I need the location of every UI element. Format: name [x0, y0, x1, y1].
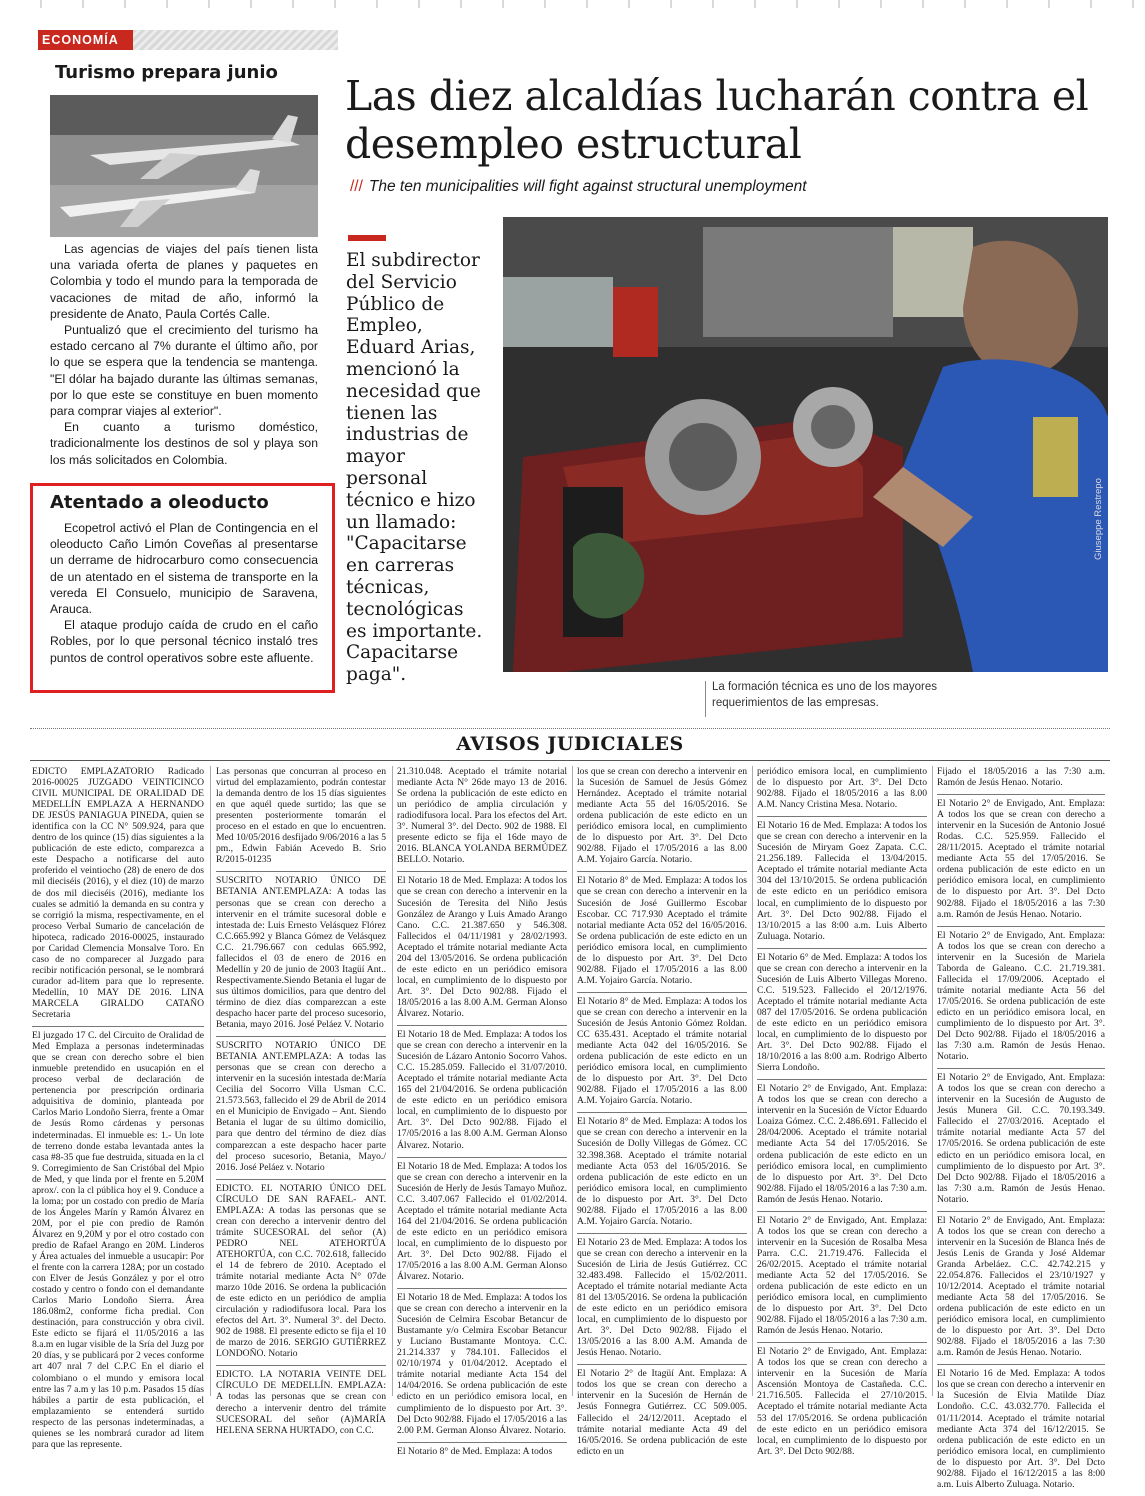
photo-caption: La formación técnica es uno de los mayores requerimientos de las empresas. [712, 681, 938, 709]
sidebar-paragraph: En cuanto a turismo doméstico, tradicionalmente los destinos de sol y playa son los más solicitados en Colombia. [50, 420, 318, 467]
box-paragraph: El ataque produjo caída de crudo en el caño Robles, por lo que personal técnico instaló tres puntos de control operativos sobre este afluente. [50, 618, 318, 665]
photo-credit: Giuseppe Restrepo [1093, 478, 1104, 560]
legal-notice: SUSCRITO NOTARIO ÚNICO DE BETANIA ANT.EMPLAZA: A todas las personas que se crean con derecho a intervenir en el trámite sucesoral doble e intestada de: Luis Ernesto Velásquez Flórez C.C.665.992 y Blanca Gómez de Velásquez C.C. 21.796.667 con cedulas 665.992, fallecidos el 03 de enero de 2016 en Medellín y 20 de junio de 2003 Itagüí Ant.. Respectivamente.Siendo Betania el lugar de sus últimos domicilios, para que dentro del término de diez días comparezcan a este despacho hacer parte del proceso sucesorio, Betania, mayo 2016. José Peláez V. Notario [216, 871, 386, 1030]
legal-notice: El Notario 2° de Envigado, Ant. Emplaza: A todos los que se crean con derecho a intervenir en la Sucesión de Rosalba Mesa Parra. C.C. 21.719.476. Fallecida el 26/02/2015. Aceptado el trámite notarial mediante Acta 52 del 17/05/2016. Se ordena publicación de este edicto en un periódico emisora local, en cumplimiento de lo dispuesto por Art. 3°. Del Dcto 902/88. Fijado el 18/05/2016 a las 7:30 a.m. Ramón de Jesús Henao. Notario. [757, 1211, 927, 1337]
column-rule [752, 766, 753, 1396]
section-label: ECONOMÍA [38, 30, 133, 50]
legal-notice: EDICTO. LA NOTARIA VEINTE DEL CÍRCULO DE MEDELLÍN. EMPLAZA: A todas las personas que se crean con derecho a intervenir dentro del trámite SUCESORAL del señor (A)MARÍA HELENA SERNA HURTADO, con C.C. [216, 1365, 386, 1435]
airplane-icon [50, 95, 318, 237]
legal-notice: El Notario 8° de Med. Emplaza: A todos los que se crean con derecho a intervenir en la Sucesión de José Guillermo Escobar Escobar. CC 717.930 Aceptado el trámite notarial mediante Acta 052 del 16/05/2016. Se ordena publicación de este edicto en un periódico emisora local, en cumplimiento de lo dispuesto por Art. 3°. Del Dcto 902/88. Fijado el 17/05/2016 a las 8.00 A.M. Yojairo García. Notario. [577, 871, 747, 985]
legal-notice: El Notario 18 de Med. Emplaza: A todos los que se crean con derecho a intervenir en la Sucesión de Lázaro Antonio Socorro Vahos. C.C. 15.285.059. Fallecido el 31/07/2010. Aceptado el trámite notarial mediante Acta 165 del 21/04/2016. Se ordena publicación de este edicto en un periódico emisora local, en cumplimiento de lo dispuesto por Art. 3°. Del Dcto 902/88. Fijado el 17/05/2016 a las 8.00 A.M. German Alonso Álvarez. Notario. [397, 1025, 567, 1151]
legal-notice: los que se crean con derecho a intervenir en la Sucesión de Samuel de Jesús Gómez Hernández. Aceptado el trámite notarial mediante Acta 55 del 16/05/2016. Se ordena publicación de este edicto en un periódico emisora local, en cumplimiento de lo dispuesto por Art. 3°. Del Dcto 902/88. Fijado el 17/05/2016 a las 8.00 A.M. Yojairo García. Notario. [577, 766, 747, 866]
column-rule [392, 766, 393, 1396]
subhead [350, 178, 1120, 196]
legal-notice: El Notario 23 de Med. Emplaza: A todos los que se crean con derecho a intervenir en la Sucesión de Liria de Jesús Gutiérrez. CC 32.483.498. Fallecido el 15/02/2011. Aceptado el trámite notarial mediante Acta 81 del 13/05/2016. Se ordena la publicación de este edicto en un periódico emisora local, en cumplimiento de lo dispuesto por Art. 3°. Del Dcto 902/88. Fijado el 13/05/2016 a las 8.00 A.M. Amanda de Jesús Henao. Notario. [577, 1233, 747, 1359]
section-tag [38, 30, 338, 50]
highlight-box [30, 483, 335, 693]
legal-notice: EDICTO EMPLAZATORIO Radicado 2016-00025 JUZGADO VEINTICINCO CIVIL MUNICIPAL DE ORALIDAD DE MEDELLÍN EMPLAZA A HERNANDO DE JESÚS PANIAGUA PINEDA, quien se identifica con la CC N° 509.924, para que dentro de los quince (15) días siguientes a la publicación de este edicto, comparezca a este Despacho a notificarse del auto proferido el veintiocho (28) de enero de dos mil dieciséis (2016), y el diez (10) de marzo de dos mil dieciséis (2016), mediante los cuales se admitió la demanda en su contra y se corrigió la misma, respectivamente, en el proceso Verbal Sumario de cancelación de hipoteca, radicado 2016-00025, instaurado por Caridad Clemencia Monsalve Toro. En caso de no comparecer al Juzgado para recibir notificación personal, se le nombrará curador ad-litem para que lo represente. Medellín, 10 MAY DE 2016. LINA MARCELA GIRALDO CATAÑO Secretaria [32, 766, 204, 1021]
legal-notice: El Notario 2° de Itagüí Ant. Emplaza: A todos los que se crean con derecho a intervenir en la Sucesión de Hernán de Jesús Fonnegra Gutiérrez. CC 509.005. Fallecido el 24/12/2011. Aceptado el trámite notarial mediante Acta 49 del 16/05/2016. Se ordena publicación de este edicto en un [577, 1364, 747, 1456]
sidebar-body [50, 241, 318, 468]
legal-notice: periódico emisora local, en cumplimiento de lo dispuesto por Art. 3°. Del Dcto 902/88. Fijado el 18/05/2016 a las 8.00 A.M. Nancy Cristina Mesa. Notario. [757, 766, 927, 811]
box-paragraph: Ecopetrol activó el Plan de Contingencia en el oleoducto Caño Limón Coveñas al presentarse un derrame de hidrocarburo como consecuencia de un atentado en el sistema de transporte en la vereda El Consuelo, municipio de Saravena, Arauca. [50, 521, 318, 617]
legal-notice: El Notario 6° de Med. Emplaza: A todos los que se crean con derecho a intervenir en la Sucesión de Luis Alberto Villegas Moreno. C.C. 519.523. Fallecido el 20/12/1976. Aceptado el trámite notarial mediante Acta 087 del 17/05/2016. Se ordena publicación de este edicto en un periódico emisora local, en cumplimiento de lo dispuesto por Art. 3°. Del Dcto 902/88. Fijado el 18/10/2016 a las 8:00 a.m. Rodrigo Alberto Sierra Londoño. [757, 948, 927, 1074]
box-body [50, 520, 318, 666]
legal-notice: El Notario 18 de Med. Emplaza: A todos los que se crean con derecho a intervenir en la Sucesión de Celmira Escobar Betancur de Bustamante y/o Celmira Escobar Betancur y Luciano Bustamante Montoya. C.C. 21.214.337 y 784.101. Fallecidos el 02/10/1974 y 01/04/2012. Aceptado el trámite notarial mediante Acta 154 del 14/04/2016. Se ordena publicación de este edicto en un periódico emisora local, en cumplimiento de lo dispuesto por Art. 3°. Del Dcto 902/88. Fijado el 17/05/2016 a las 2.00 P.M. German Alonso Álvarez. Notario. [397, 1288, 567, 1436]
legal-notice: Las personas que concurran al proceso en virtud del emplazamiento, podrán contestar la demanda dentro de los 15 días siguientes en que aquél quede surtido; las que se presenten posteriormente tomarán el proceso en el estado en que lo encuentren. Med 10/05/2016 desfijado 9/06/2016 a las 5 pm., Edwin Fabián Acevedo B. Srio R/2015-01235 [216, 766, 386, 866]
legal-notice: El Notario 2° de Envigado, Ant. Emplaza: A todos los que se crean con derecho a intervenir en la Sucesión de Antonio Josué Rodas. C.C. 525.959. Fallecido el 28/11/2015. Aceptado el trámite notarial mediante Acta 55 del 17/05/2016. Se ordena publicación de este edicto en un periódico emisora local, en cumplimiento de lo dispuesto por Art. 3°. Del Dcto 902/88. Fijado el 18/05/2016 a las 7:30 a.m. Ramón de Jesús Henao. Notario. [937, 794, 1105, 920]
sidebar-paragraph: Puntualizó que el crecimiento del turismo ha estado cercano al 7% durante el último año, por lo que se espera que la tendencia se mantenga. "El dólar ha bajado durante las últimas semanas, por lo que este se constituye en buen momento para comprar viajes al exterior". [50, 323, 318, 419]
legal-notice: El Notario 16 de Med. Emplaza: A todos los que se crean con derecho a intervenir en la Sucesión de Elvia Matilde Díaz Londoño. C.C. 43.032.770. Fallecida el 01/11/2014. Aceptado el trámite notarial mediante Acta 374 del 16/12/2015. Se ordena publicación de este edicto en un periódico emisora local, en cumplimiento de lo dispuesto por Art. 3°. Del Dcto 902/88. Fijado el 16/12/2015 a las 8:00 a.m. Luis Alberto Zuluaga. Notario. [937, 1364, 1105, 1490]
divider [30, 728, 1110, 729]
legal-notice: El Notario 2° de Envigado, Ant. Emplaza: A todos los que se crean con derecho a intervenir en la Sucesión de María Ascensión Montoya de Castañeda. C.C. 21.716.505. Fallecida el 27/10/2015. Aceptado el trámite notarial mediante Acta 53 del 17/05/2016. Se ordena publicación de este edicto en un periódico emisora local, en cumplimiento de lo dispuesto por Art. 3°. Del Dcto 902/88. [757, 1342, 927, 1456]
legal-notice: 21.310.048. Aceptado el trámite notarial mediante Acta N° 26de mayo 13 de 2016. Se ordena la publicación de este edicto en un periódico de amplia circulación y radiodifusora local. Para los efectos del Art. 3°. Numeral 3°. del Decto. 902 de 1988. El presente edicto se fija el 16de mayo de 2016. BLANCA YOLANDA BERMÚDEZ BELLO. Notario. [397, 766, 567, 866]
sidebar-title: Turismo prepara junio [55, 62, 278, 83]
lathe-worker-icon [503, 217, 1108, 672]
column-rule [572, 766, 573, 1396]
legal-notice: El Notario 2° de Envigado, Ant. Emplaza: A todos los que se crean con derecho a intervenir en la Sucesión de Augusto de Jesús Munera Gil. C.C. 70.193.349. Fallecido el 27/03/2016. Aceptado el trámite notarial mediante Acta 57 del 17/05/2016. Se ordena publicación de este edicto en un periódico emisora local, en cumplimiento de lo dispuesto por Art. 3°. Del Dcto 902/88. Fijado el 18/05/2016 a las 7:30 a.m. Ramón de Jesús Henao. Notario. [937, 1068, 1105, 1205]
legal-notice: El Notario 8° de Med. Emplaza: A todos los que se crean con derecho a intervenir en la Sucesión de Jesús Antonio Gómez Roldan. CC 635.431. Aceptado el trámite notarial mediante Acta 042 del 16/05/2016. Se ordena publicación de este edicto en un periódico emisora local, en cumplimiento de lo dispuesto por Art. 3°. Del Dcto 902/88. Fijado el 17/05/2016 a las 8.00 A.M. Yojairo García. Notario. [577, 992, 747, 1106]
divider [30, 760, 1110, 761]
legal-notice: SUSCRITO NOTARIO ÚNICO DE BETANIA ANT.EMPLAZA: A todas las personas que se crean con derecho a intervenir en la sucesión intestada de:María Cecilia del Socorro Villa Usman C.C. 21.573.563, fallecido el 29 de Abril de 2014 en el Municipio de Envigado – Ant. Siendo Betania el lugar de su último domicilio, para que dentro del término de diez días comparezcan a este despacho hacer parte del proceso sucesorio, Betania, Mayo./ 2016. José Peláez v. Notario [216, 1036, 386, 1173]
legal-notice: El Notario 2° de Envigado, Ant. Emplaza: A todos los que se crean con derecho a intervenir en la Sucesión de Mariela Taborda de Galeano. C.C. 21.719.381. Fallecida el 17/09/2006. Aceptado el trámite notarial mediante Acta 56 del 17/05/2016. Se ordena publicación de este edicto en un periódico emisora local, en cumplimiento de lo dispuesto por Art. 3°. Del Dcto 902/88. Fijado el 18/05/2016 a las 7:30 a.m. Ramón de Jesús Henao. Notario. [937, 926, 1105, 1063]
legal-notice: El Notario 2° de Envigado, Ant. Emplaza: A todos los que se crean con derecho a intervenir en la Sucesión de Blanca Inés de Jesús Lenis de Granda y José Aldemar Granda Arbeláez. C.C. 42.742.215 y 22.054.876. Fallecidos el 23/10/1927 y 10/12/2014. Aceptado el trámite notarial mediante Acta 58 del 17/05/2016. Se ordena publicación de este edicto en un periódico emisora local, en cumplimiento de lo dispuesto por Art. 3°. Del Dcto 902/88. Fijado el 18/05/2016 a las 7:30 a.m. Ramón de Jesús Henao. Notario. [937, 1211, 1105, 1359]
sidebar-paragraph: Las agencias de viajes del país tienen lista una variada oferta de planes y paquetes en Colombia y todo el mundo para la temporada de vacaciones de mitad de año, informó la presidente de Anato, Paula Cortés Calle. [50, 242, 318, 321]
airport-photo [50, 95, 318, 237]
avisos-column [577, 766, 747, 1463]
legal-notice: El Notario 2° de Envigado, Ant. Emplaza: A todos los que se crean con derecho a intervenir en la Sucesión de Víctor Eduardo Loaiza Gómez. C.C. 2.486.691. Fallecido el 28/04/2006. Aceptado el trámite notarial mediante Acta 54 del 17/05/2016. Se ordena publicación de este edicto en un periódico emisora local, en cumplimiento de lo dispuesto por Art. 3°. Del Dcto 902/88. Fijado el 18/05/2016 a las 7:30 a.m. Ramón de Jesús Henao. Notario. [757, 1079, 927, 1205]
section-pattern [133, 30, 338, 50]
legal-notice: El Notario 8° de Med. Emplaza: A todos los que se crean con derecho a intervenir en la Sucesión de Dolly Villegas de Gómez. CC 32.398.368. Aceptado el trámite notarial mediante Acta 053 del 16/05/2016. Se ordena publicación de este edicto en un periódico emisora local, en cumplimiento de lo dispuesto por Art. 3°. Del Dcto 902/88. Fijado el 17/05/2016 a las 8.00 A.M. Yojairo García. Notario. [577, 1112, 747, 1226]
avisos-column [937, 766, 1105, 1496]
subhead-prefix: /// [350, 178, 363, 195]
legal-notice: El Notario 18 de Med. Emplaza: A todos los que se crean con derecho a intervenir en la Sucesión de Herly de Jesús Tamayo Muñoz. C.C. 3.407.067 Fallecido el 01/02/2014. Aceptado el trámite notarial mediante Acta 164 del 21/04/2016. Se ordena publicación de este edicto en un periódico emisora local, en cumplimiento de lo dispuesto por Art. 3°. Del Dcto 902/88. Fijado el 17/05/2016 a las 8.00 A.M. German Alonso Álvarez. Notario. [397, 1157, 567, 1283]
avisos-column [32, 766, 204, 1456]
legal-notice: El Notario 16 de Med. Emplaza: A todos los que se crean con derecho a intervenir en la Sucesión de Miryam Goez Zapata. C.C. 21.256.189. Fallecida el 13/04/2015. Aceptado el trámite notarial mediante Acta 304 del 13/10/2015. Se ordena publicación de este edicto en un periódico emisora local, en cumplimiento de lo dispuesto por Art. 3°. Del Dcto 902/88. Fijado el 13/10/2015 a las 8:00 a.m. Luis Alberto Zuluaga. Notario. [757, 816, 927, 942]
legal-notice: El Notario 8° de Med. Emplaza: A todos [397, 1442, 567, 1457]
caption-rule [705, 681, 706, 717]
legal-notice: EDICTO. EL NOTARIO ÚNICO DEL CÍRCULO DE SAN RAFAEL- ANT. EMPLAZA: A todas las personas que se crean con derecho a intervenir dentro del trámite SUCESORAL del señor (A) PEDRO NEL ATEHORTÚA ATEHORTÚA, con C.C. 702.618, fallecido el 14 de febrero de 2010. Aceptado el trámite notarial mediante Acta N° 07de marzo 10de 2016. Se ordena la publicación de este edicto en un periódico de amplia circulación y radiodifusora local. Para los efectos del Art. 3°. Numeral 3°. del Decto. 902 de 1988. El presente edicto se fija el 10 de marzo de 2016. SERGIO GUTIÉRREZ LONDOÑO. Notario [216, 1179, 386, 1360]
avisos-column [397, 766, 567, 1463]
legal-notice: El juzgado 17 C. del Circuito de Oralidad de Med Emplaza a personas indeterminadas que se crean con derecho sobre el bien inmueble pretendido en usucapión en el proceso verbal de declaración de pertenencia por prescripción ordinaria adquisitiva de dominio, planteada por Carlos Mario Londoño Sierra, frente a Omar de Jesús Romo cárdenas y personas indeterminadas. El inmueble es: 1.- Un lote de terreno donde estaba levantada antes la casa #8-35 que fue destruida, situada en la cl 9. Corregimiento de San Cristóbal del Mpio de Med, y que linda por el frente en 5.20M aprox/. con la cl pública hoy el 9. Conduce a la loma; por un costado con predio de María de los Ángeles Marín y Ramón Álvarez en 20M, por el pie con predio de Ramón Álvarez en 9,20M y por el otro costado con predio de Rafael Arango en 20M. Linderos y Área actuales del inmueble a usucapir: Por el frente con la carrera 128A; por un costado con Elver de Jesús González y por el otro costado y centro o fondo con el demandante Carlos Mario Londoño Sierra. Área 186.08m2, conforme ficha predial. Con destinación, para construcción y obra civil. Este edicto se fijará el 11/05/2016 a las 8.a.m en lugar visible de la Sría del Juzg por 20 días, y se publicará por 2 veces conforme art 407 nral 7 del C.P.C En el diario el colombiano o el mundo y emisora local entre las 7 a.m y las 10 p.m. Pasados 15 días hábiles a partir de esta publicación, el emplazamiento se entenderá surtido respecto de las personas indeterminadas, a quienes se les nombrará curador ad litem para que las represente. [32, 1026, 204, 1450]
accent-bar [348, 235, 386, 241]
avisos-column [216, 766, 386, 1442]
legal-notice: Fijado el 18/05/2016 a las 7:30 a.m. Ramón de Jesús Henao. Notario. [937, 766, 1105, 789]
avisos-column [757, 766, 927, 1463]
box-title: Atentado a oleoducto [50, 492, 269, 513]
pull-quote: El subdirector del Servicio Público de Empleo, Eduard Arias, mencionó la necesidad que tienen las industrias de mayor personal técnico e hizo un llamado: "Capacitarse en carreras técnicas, tecnológicas es importante. Capacitarse paga". [346, 250, 483, 686]
column-rule [932, 766, 933, 1396]
subhead-text: The ten municipalities will fight against structural unemployment [368, 178, 807, 195]
headline: Las diez alcaldías lucharán contra el desempleo estructural [345, 72, 1089, 168]
avisos-title: AVISOS JUDICIALES [456, 733, 684, 755]
page-edge [0, 0, 1145, 8]
workshop-photo [503, 217, 1108, 672]
column-rule [210, 766, 211, 1396]
legal-notice: El Notario 18 de Med. Emplaza: A todos los que se crean con derecho a intervenir en la Sucesión de Teresita del Niño Jesús González de Arango y Luis Amado Arango Cano. C.C. 21.387.650 y 546.308. Fallecidos el 04/11/1981 y 28/02/1993. Aceptado el trámite notarial mediante Acta 204 del 13/05/2016. Se ordena publicación de este edicto en un periódico emisora local, en cumplimiento de lo dispuesto por Art. 3°. Del Dcto 902/88. Fijado el 18/05/2016 a las 8.00 A.M. German Alonso Álvarez. Notario. [397, 871, 567, 1019]
